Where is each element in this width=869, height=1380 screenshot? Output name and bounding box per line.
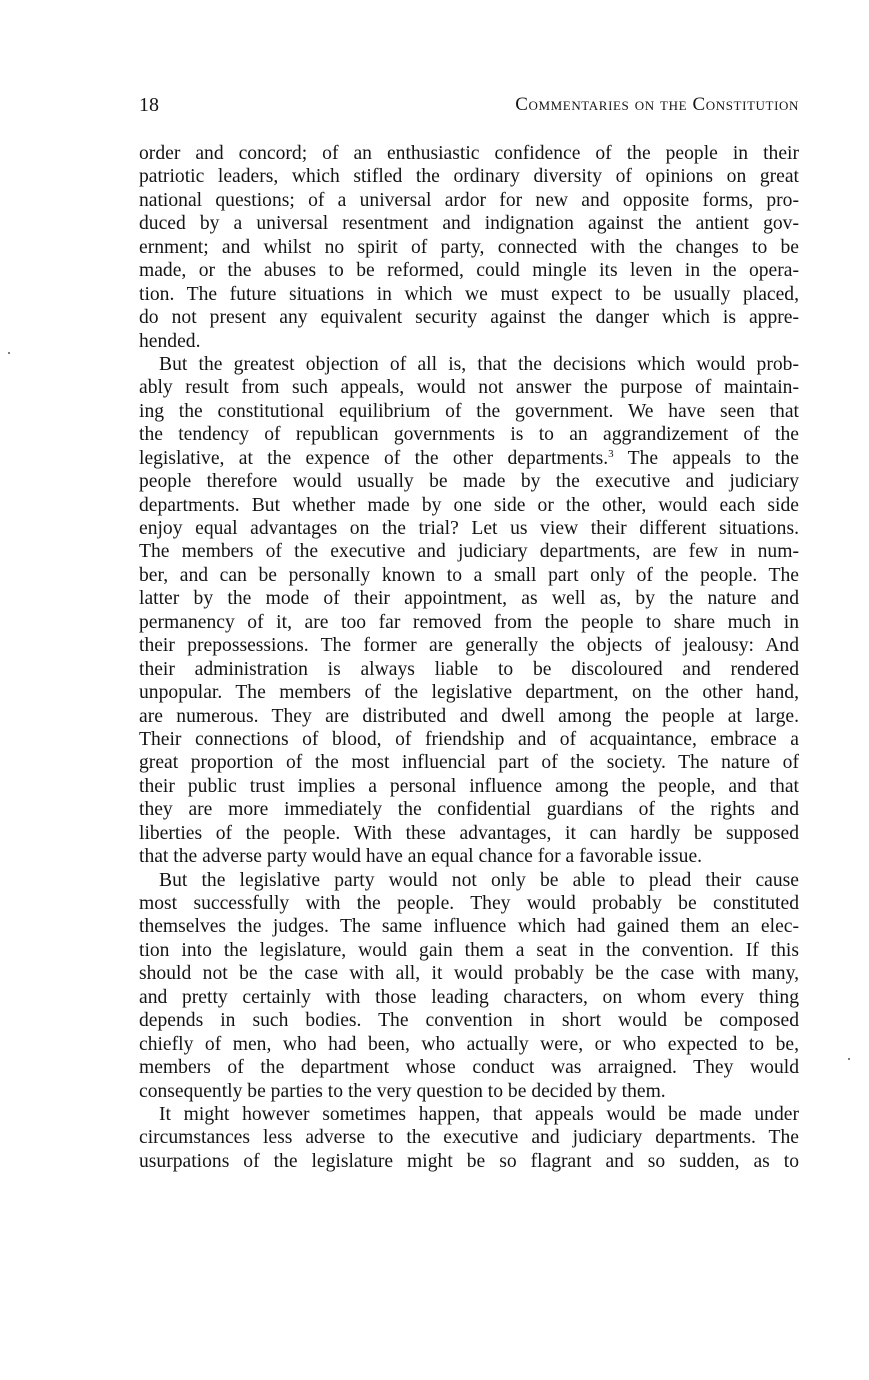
text-line <box>139 330 799 353</box>
text-line-content: The members of the executive and judiciary departments, are few in num- <box>139 541 799 563</box>
text-line <box>139 189 799 212</box>
text-line-content: latter by the mode of their appointment, as well as, by the nature and <box>139 588 799 610</box>
text-line-continuation: The appeals to the <box>613 447 799 469</box>
text-line-content: departments. But whether made by one side or the other, would each side <box>139 494 799 516</box>
text-line-content: liberties of the people. With these advantages, it can hardly be supposed <box>139 822 799 844</box>
text-line-content: patriotic leaders, which stifled the ordinary diversity of opinions on great <box>139 166 799 188</box>
text-line <box>139 728 799 751</box>
scan-speck <box>848 1058 850 1060</box>
text-line-content: circumstances less adverse to the executive and judiciary departments. The <box>139 1127 799 1149</box>
text-line <box>139 494 799 517</box>
text-line <box>139 681 799 704</box>
text-line-content: people therefore would usually be made by the executive and judiciary <box>139 471 799 493</box>
text-line <box>139 705 799 728</box>
text-line-content: unpopular. The members of the legislative department, on the other hand, <box>139 682 799 704</box>
text-line-content: ernment; and whilst no spirit of party, connected with the changes to be <box>139 236 799 258</box>
text-line-content: they are more immediately the confidential guardians of the rights and <box>139 799 799 821</box>
text-line-content: their administration is always liable to be discoloured and rendered <box>139 658 799 680</box>
text-line <box>139 212 799 235</box>
text-line-content: should not be the case with all, it would probably be the case with many, <box>139 963 799 985</box>
text-line-content: duced by a universal resentment and indignation against the antient gov- <box>139 213 799 235</box>
text-line-content: tion into the legislature, would gain them a seat in the convention. If this <box>139 939 799 961</box>
text-line-content: chiefly of men, who had been, who actually were, or who expected to be, <box>139 1033 799 1055</box>
text-line <box>139 283 799 306</box>
text-line <box>139 822 799 845</box>
scan-speck <box>8 352 10 354</box>
text-line-content: most successfully with the people. They would probably be constituted <box>139 893 799 914</box>
text-line <box>139 400 799 423</box>
text-line <box>139 775 799 798</box>
text-line-content: ably result from such appeals, would not answer the purpose of maintain- <box>139 377 799 399</box>
text-line-content: usurpations of the legislature might be so flagrant and so sudden, as to <box>139 1150 799 1172</box>
text-line <box>139 751 799 774</box>
text-line-content: the tendency of republican governments is to an aggrandizement of the <box>139 424 799 446</box>
text-line-content: members of the department whose conduct was arraigned. They would <box>139 1057 799 1079</box>
text-line-content: their prepossessions. The former are generally the objects of jealousy: And <box>139 635 799 657</box>
text-line <box>139 142 799 165</box>
text-line <box>139 564 799 587</box>
text-line-content: ing the constitutional equilibrium of the government. We have seen that <box>139 400 799 422</box>
text-line <box>139 986 799 1009</box>
text-line <box>139 634 799 657</box>
text-line-content: their public trust implies a personal influence among the people, and that <box>139 775 799 797</box>
text-line <box>139 869 799 892</box>
text-line <box>139 939 799 962</box>
text-line <box>139 892 799 915</box>
text-line <box>139 447 799 470</box>
text-line-content: great proportion of the most influencial part of the society. The nature of <box>139 752 799 774</box>
text-line-content: legislative, at the expence of the other departments. <box>139 447 609 469</box>
text-line-content: enjoy equal advantages on the trial? Let us view their different situations. <box>139 518 799 539</box>
text-line <box>139 423 799 446</box>
text-line-content: do not present any equivalent security against the danger which is appre- <box>139 307 799 329</box>
text-line-content: made, or the abuses to be reformed, could mingle its leven in the opera- <box>139 260 799 282</box>
text-line-content: hended. <box>139 330 201 352</box>
text-line-content: But the legislative party would not only be able to plead their cause <box>159 869 799 891</box>
text-line-content: tion. The future situations in which we must expect to be usually placed, <box>139 283 799 305</box>
text-line <box>139 611 799 634</box>
text-line <box>139 658 799 681</box>
text-line <box>139 540 799 563</box>
text-line <box>139 1103 799 1126</box>
text-line-content: are numerous. They are distributed and dwell among the people at large. <box>139 705 799 727</box>
running-header <box>139 92 799 122</box>
text-line <box>139 165 799 188</box>
text-line <box>139 1009 799 1032</box>
text-line <box>139 306 799 329</box>
page-number: 18 <box>139 94 159 116</box>
text-line <box>139 798 799 821</box>
text-line <box>139 376 799 399</box>
text-line-content: ber, and can be personally known to a small part only of the people. The <box>139 564 799 586</box>
text-line <box>139 259 799 282</box>
text-line <box>139 470 799 493</box>
text-line-content: order and concord; of an enthusiastic confidence of the people in their <box>139 143 799 164</box>
text-line-content: and pretty certainly with those leading characters, on whom every thing <box>139 986 799 1008</box>
body-text <box>139 142 799 1173</box>
text-line <box>139 353 799 376</box>
text-line <box>139 1033 799 1056</box>
text-line-content: It might however sometimes happen, that appeals would be made under <box>159 1103 799 1125</box>
text-line <box>139 962 799 985</box>
text-line-content: But the greatest objection of all is, that the decisions which would prob- <box>159 353 799 375</box>
text-line <box>139 236 799 259</box>
text-line <box>139 915 799 938</box>
text-line <box>139 1150 799 1173</box>
text-line-content: consequently be parties to the very question to be decided by them. <box>139 1080 666 1102</box>
text-line <box>139 1056 799 1079</box>
text-line <box>139 1080 799 1103</box>
text-line-content: national questions; of a universal ardor for new and opposite forms, pro- <box>139 189 799 211</box>
text-line-content: themselves the judges. The same influence which had gained them an elec- <box>139 916 799 938</box>
footnote-reference: 3 <box>608 447 614 460</box>
running-title: Commentaries on the Constitution <box>515 94 799 115</box>
text-line-content: that the adverse party would have an equal chance for a favorable issue. <box>139 846 703 868</box>
text-line <box>139 1126 799 1149</box>
text-line <box>139 587 799 610</box>
text-line <box>139 517 799 540</box>
text-line <box>139 845 799 868</box>
text-line-content: permanency of it, are too far removed from the people to share much in <box>139 611 799 633</box>
text-line-content: depends in such bodies. The convention in short would be composed <box>139 1010 799 1032</box>
text-line-content: Their connections of blood, of friendship and of acquaintance, embrace a <box>139 728 799 750</box>
